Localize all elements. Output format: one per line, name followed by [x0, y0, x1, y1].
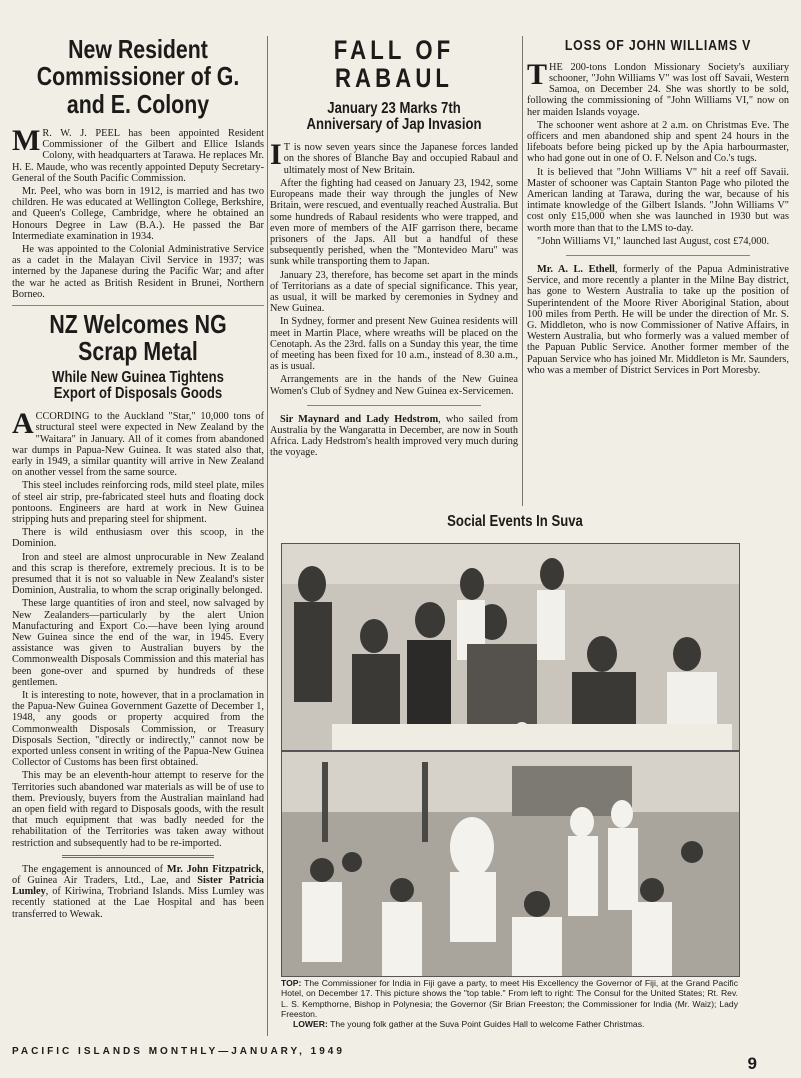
john-williams-paragraph-1: THE 200-tons London Missionary Society's auxiliary schooner, "John Williams V" was lost off Savaii, Western Samoa, on December 24. She was shortly to be sold, following the commissioning of "John Williams VI," now on her maiden Islands voyage. — [527, 57, 789, 118]
scrap-paragraph-4: Iron and steel are almost unprocurable in New Zealand and this scrap is therefore, extremely precious. It is to be presumed that it is not so valuable in New Zealand's sister Dominion, Australia, to whom the scrap originally belonged. — [12, 551, 264, 597]
footer-masthead: PACIFIC ISLANDS MONTHLY—JANUARY, 1949 — [12, 1046, 345, 1057]
column-rule-2 — [522, 36, 523, 506]
article-rabaul — [270, 36, 518, 397]
column-right — [527, 30, 789, 378]
rabaul-paragraph-2: After the fighting had ceased on January 23, 1942, some Europeans made their way through the jungles of New Britain, were rescued, and eventually reached Australia. But some hundreds of Rabaul residents who were trapped, and even more of members of the AIF garrison there, became prisoners of the Japs. All but a handful of these subsequently perished, when the "Montevideo Maru" was sunk while transporting them to Japan. — [270, 177, 518, 268]
scrap-paragraph-3: There is wild enthusiasm over this scoop, in the Dominion. — [12, 527, 264, 550]
ethell-notice: Mr. A. L. Ethell, formerly of the Papua Administrative Service, and more recently a planter in the Milne Bay district, has gone to Western Australia to take up the position of Superintendent of the Moore River Aboriginal Station, about 100 miles from Perth. He will be under the direction of Mr. S. G. Middleton, who is now Commissioner of Native Affairs, in Western Australia, but who formerly was a valued member of the Papuan Public Service. Another former member of the Papuan Service who has joined Mr. Middleton is Mr. Saunders, who was a member of District Services in Port Moresby. — [527, 264, 789, 376]
rabaul-paragraph-3: January 23, therefore, has become set apart in the minds of Territorians as a date of special significance. This year, as usual, it will be marked by ceremonies in Sydney and New Guinea. — [270, 269, 518, 315]
column-rule-1 — [267, 36, 268, 1036]
john-williams-paragraph-3: It is believed that "John Williams V" hit a reef off Savaii. Master of schooner was Captain Stanton Page who piloted the American landing at Tarawa, during the war, because of his intimate knowledge of the Gilbert Islands. "John Williams V" cost only £15,000 when she was launched in 1930 but was worth more than that to the LMS to-day. — [527, 166, 789, 234]
photo-top-table — [281, 543, 740, 751]
subheadline-scrap-metal: While New Guinea Tightens Export of Disposals Goods — [52, 368, 224, 403]
article-john-williams — [527, 38, 789, 247]
article-scrap-metal — [12, 308, 264, 849]
headline-social-events: Social Events In Suva — [447, 513, 583, 530]
subheadline-rabaul: January 23 Marks 7th Anniversary of Jap Invasion — [306, 99, 482, 134]
double-rule — [62, 855, 213, 858]
dropcap-m: M — [12, 123, 41, 157]
column-left — [12, 30, 264, 922]
photo-top-table-image — [282, 544, 739, 750]
headline-scrap-metal: NZ Welcomes NG Scrap Metal — [49, 308, 227, 367]
scrap-paragraph-5: These large quantities of iron and steel, now salvaged by New Zealanders—particularly by the alert Union Manufacturing and Export Co.—have been lying around New Guinea since the end of the war, in 1945. Every assistance was given to Australian buyers by the Commonwealth Disposals Commission and this material has been gone-over and spurned by hundreds of these gentlemen. — [12, 598, 264, 688]
commissioner-paragraph-1: M R. W. J. PEEL has been appointed Resident Commissioner of the Gilbert and Ellice Islands Colony, with headquarters at Tarawa. He replaces Mr. H. E. Maude, who was recently appointed Deputy Secretary-General of the South Pacific Commission. — [12, 123, 264, 184]
article-commissioner — [12, 36, 264, 300]
headline-rabaul: FALL OF RABAUL — [333, 35, 455, 94]
engagement-notice: The engagement is announced of Mr. John Fitzpatrick, of Guinea Air Traders, Ltd., Lae, and Sister Patricia Lumley, of Kiriwina, Trobriand Islands. Miss Lumley was recently stationed at the Lae Hospital and has been transferred to Wewak. — [12, 863, 264, 920]
scrap-paragraph-2: This steel includes reinforcing rods, mild steel plate, miles of steel air strip, pre-fabricated steel huts and floating dock pontoons. Engineers are hard at work in New Guinea stripping huts and preparing steel for shipment. — [12, 480, 264, 525]
page-number: 9 — [747, 1054, 757, 1073]
john-williams-paragraph-4: "John Williams VI," launched last August, cost £74,000. — [537, 235, 770, 247]
photo-father-christmas — [281, 751, 740, 977]
scrap-paragraph-6: It is interesting to note, however, that in a proclamation in the Papua-New Guinea Government Gazette of December 1, 1948, any goods or property acquired from the Commonwealth Disposals Commission, or Treasury Disposals Section, "directly or indirectly," cannot now be exported unless consent in writing of the Papua-New Guinea Collector of Customs has been first obtained. — [12, 690, 264, 769]
rabaul-paragraph-1: I T is now seven years since the Japanese forces landed on the shores of Blanche Bay and occupied Rabaul and ultimately most of New Britain. — [270, 138, 518, 176]
dropcap-a: A — [12, 407, 34, 441]
separator — [307, 405, 481, 406]
scrap-paragraph-1: ACCORDING to the Auckland "Star," 10,000 tons of structural steel were expected in New Zealand by the "Waitara" in January. All of it comes from abandoned war dumps in Papua-New Guinea. It was stated also that, early in 1949, a similar quantity will arrive in New Zealand on another vessel from the same source. — [12, 407, 264, 479]
headline-john-williams: LOSS OF JOHN WILLIAMS V — [564, 37, 752, 54]
photo-father-christmas-image — [282, 752, 739, 976]
dropcap-t: T — [527, 57, 548, 91]
commissioner-paragraph-2: Mr. Peel, who was born in 1912, is married and has two children. He was educated at Wellington College, Berkshire, and Queen's College, Cambridge, where he obtained an Honours Degree in Law (B.A.). He passed the Bar Intermediate examination in 1934. — [12, 185, 264, 242]
column-middle — [270, 30, 518, 461]
dropcap-i: I — [270, 138, 282, 172]
photo-caption: TOP: The Commissioner for India in Fiji gave a party, to meet His Excellency the Governor of Fiji, at the Grand Pacific Hotel, on December 17. This picture shows the "top table." From left to right: The Consul for the United States; Rt. Rev. L. S. Kempthorne, Bishop in Polynesia; the Governor (Sir Brian Freeston; the Commissioner for India (Mr. Waiz); Lady Freeston. LOWER: The young folk gather at the Suva Point Guides Hall to welcome Father Christmas. — [281, 978, 738, 1030]
separator — [566, 255, 749, 256]
hedstrom-notice: Sir Maynard and Lady Hedstrom, who sailed from Australia by the Wangaratta in December, are now in South Africa. Lady Hedstrom's health improved very much during the voyage. — [270, 413, 518, 459]
commissioner-paragraph-3: He was appointed to the Colonial Administrative Service as a cadet in the Malayan Civil Service in 1937; was interned by the Japanese during the Pacific War; and after the war he acted as British Resident in Brunei, Northern Borneo. — [12, 243, 264, 300]
rabaul-paragraph-5: Arrangements are in the hands of the New Guinea Women's Club of Sydney and New Guinea ex-Servicemen. — [270, 374, 518, 397]
rabaul-paragraph-4: In Sydney, former and present New Guinea residents will meet in Martin Place, where wreaths will be placed on the Cenotaph. As the 23rd. falls on a Sunday this year, the time of meeting has been fixed for 10 a.m., instead of 8.30 a.m., as is usual. — [270, 316, 518, 373]
john-williams-paragraph-2: The schooner went ashore at 2 a.m. on Christmas Eve. The officers and men abandoned ship and spent 24 hours in the lifeboats before being picked up by the Apia harbourmaster, who had gone out in one of O. F. Nelson and Co.'s tugs. — [527, 119, 789, 165]
scrap-paragraph-7: This may be an eleventh-hour attempt to reserve for the Territories such abandoned war materials as will be of use to them. Previously, buyers from the Australian mainland had an open field with regard to Disposals goods, with the result that much equipment that was badly needed for the rehabilitation of the Territories was taken away without restriction and subsequently had to be re-imported. — [12, 770, 264, 849]
headline-commissioner: New Resident Commissioner of G. and E. Colony — [36, 34, 240, 119]
separator — [12, 305, 264, 306]
